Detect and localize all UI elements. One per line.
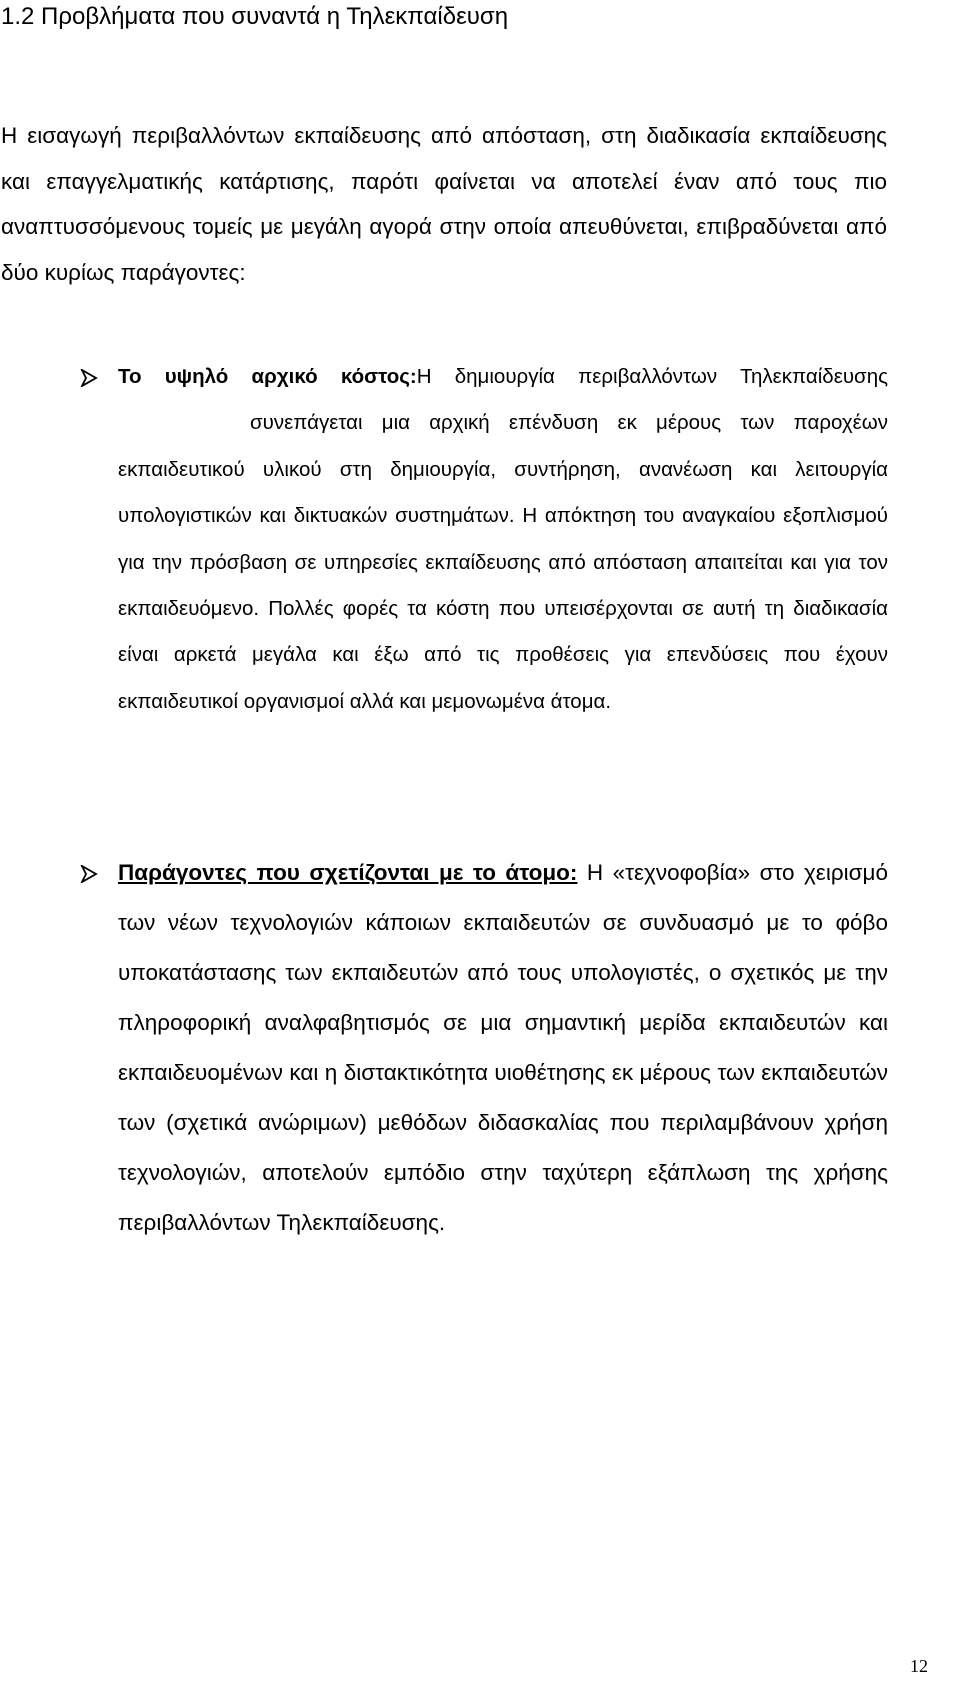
section-heading: 1.2 Προβλήματα που συναντά η Τηλεκπαίδευση bbox=[1, 3, 509, 30]
bullet-item-high-cost bbox=[118, 354, 888, 725]
bullet-text-high-cost-part2: συνεπάγεται μια αρχική επένδυση εκ μέρους των παροχέων εκπαιδευτικού υλικού στη δημιουργία, συντήρηση, ανανέωση και λειτουργία υπολογιστικών και δικτυακών συστημάτων. Η απόκτηση του αναγκαίου εξοπλισμού για την πρόσβαση σε υπηρεσίες εκπαίδευσης από απόσταση απαιτείται και για τον εκπαιδευόμενο. Πολλές φορές τα κόστη που υπεισέρχονται σε αυτή τη διαδικασία είναι αρκετά μεγάλα και έξω από τις προθέσεις για επενδύσεις που έχουν εκπαιδευτικοί οργανισμοί αλλά και μεμονωμένα άτομα. bbox=[118, 411, 888, 713]
bullet-lead-high-cost: Το υψηλό αρχικό κόστος: bbox=[118, 365, 417, 388]
intro-paragraph: Η εισαγωγή περιβαλλόντων εκπαίδευσης από απόσταση, στη διαδικασία εκπαίδευσης και επαγγελματικής κατάρτισης, παρότι φαίνεται να αποτελεί έναν από τους πιο αναπτυσσόμενους τομείς με μεγάλη αγορά στην οποία απευθύνεται, επιβραδύνεται από δύο κυρίως παράγοντες: bbox=[1, 123, 887, 285]
arrowhead-bullet-icon bbox=[80, 369, 102, 387]
bullet-lead-person-factors: Παράγοντες που σχετίζονται με το άτομο: bbox=[118, 860, 578, 885]
bullet-list-person bbox=[118, 848, 888, 1248]
bullet-list-cost bbox=[118, 354, 888, 725]
bullet-text-person-factors: Η «τεχνοφοβία» στο χειρισμό των νέων τεχνολογιών κάποιων εκπαιδευτών σε συνδυασμό με το φόβο υποκατάστασης των εκπαιδευτών από τους υπολογιστές, ο σχετικός με την πληροφορική αναλφαβητισμός σε μια σημαντική μερίδα εκπαιδευτών και εκπαιδευομένων και η διστακτικότητα υιοθέτησης εκ μέρους των εκπαιδευτών των (σχετικά ανώριμων) μεθόδων διδασκαλίας που περιλαμβάνουν χρήση τεχνολογιών, αποτελούν εμπόδιο στην ταχύτερη εξάπλωση της χρήσης περιβαλλόντων Τηλεκπαίδευσης. bbox=[118, 860, 888, 1235]
page-number: 12 bbox=[910, 1656, 928, 1676]
bullet-item-person-factors bbox=[118, 848, 888, 1248]
bullet-text-high-cost-part1: Η δημιουργία περιβαλλόντων Τηλεκπαίδευσης bbox=[416, 365, 888, 388]
arrowhead-bullet-icon bbox=[80, 865, 102, 883]
